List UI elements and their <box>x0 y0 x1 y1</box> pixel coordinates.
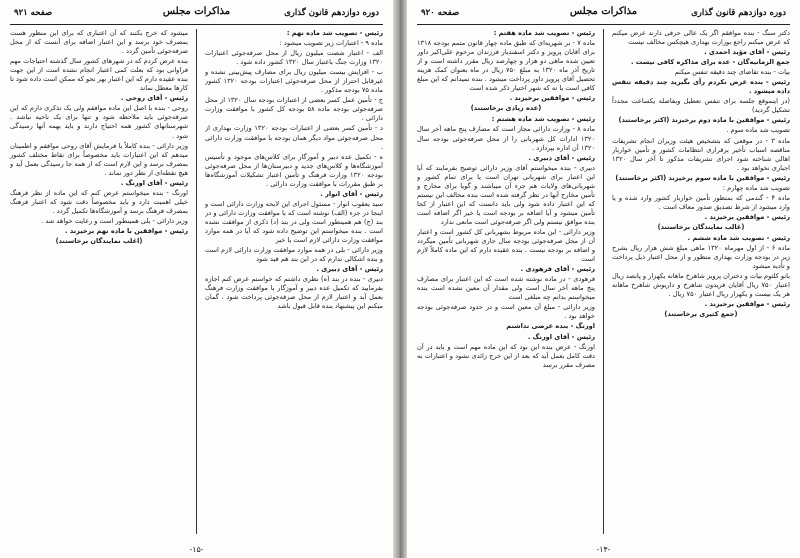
text-paragraph: بیات - بنده تقاضای چند دقیقه تنفس میکنم <box>674 68 790 77</box>
text-paragraph: سید یعقوب انوار - مسئول اجرای این لایحه وزارت دارائی است و اینجا در جزء (الف) نوشته است که با موافقت وزارت دارائی و در بند (ج) هم همینطور است ولی در بند (د) ذکری از موافقت نشده است . بنده میخواستم این توضیح داده شود که آیا در همه موارد موافقت وزارت دارائی لازم است یا خیر <box>205 199 383 245</box>
text-paragraph: ماده ۷ - بر شهریه‌ای که طبق ماده چهار قانون متمم بودجه ۱۳۱۸ برای آقایان پرویز و دکتر اسفندیار فرزندان مرحوم علی‌اکبر داور تعیین شده ماهی دو هزار و چهارصد ریال مقرر داشته است و از تاریخ آذر ماه ۱۳۲۰ به مبلغ ۷۵۰ ریال در ماه بعنوان کمک هزینه تحصیل آقای پرویز داور پرداخت میشود . بنده نمیدانم که این مبلغ کافی است یا نه که شهر اختیار ذکر شده است <box>417 39 595 93</box>
speaker-paragraph: رئیس - تصویب شد ماده ششم . <box>687 233 790 242</box>
speaker-paragraph: رئیس - آقای مؤید احمدی . <box>704 48 790 57</box>
right-page-column-right <box>612 29 790 534</box>
left-page-header <box>10 6 383 22</box>
text-paragraph: (در اینموقع جلسه برای تنفس تعطیل وبفاصله یکساعت مجدداً تشکیل گردید) <box>612 97 790 115</box>
right-page-header-rule <box>417 24 790 25</box>
text-paragraph: الف - اعتبار شصت میلیون ریال از محل صرفه‌جوئی اعتبارات ۱۳۲۰ وزارت جنگ باعتبار سال ۱۳۲۰ کشور داده شود . <box>205 49 383 67</box>
text-paragraph: وزیر دارائی - بنده کاملاً با فرمایش آقای روحی موافقم و اطمینان میدهم که این اعتبارات باید مخصوصاً برای نقاط مختلف کشور بمصرف برسد و این لازم است که از همه جا رسیدگی بعمل آید و هیچ نقطه‌ای از نظر دور نماند . <box>10 141 188 177</box>
speaker-paragraph: رئیس - آقای اورنگ . <box>120 178 188 187</box>
speaker-paragraph: جمع الزمانیه‌گان - عده برای مذاکره کافی نیست . <box>630 58 790 67</box>
text-paragraph: وزیر دارائی - این ماده مربوط بشهربانی کل کشور است و اعتبار آن از محل صرفه‌جوئی بودجه سال جاری شهربانی تأمین میگردد و اضافه بر بودجه نیست . بنده عقیده دارم که این ماده کاملاً لازم است <box>417 227 595 264</box>
speaker-paragraph: رئیس - موافقین با ماده سوم برخیزند (اکثر برخاستند) <box>615 173 790 182</box>
vote-result-note: (اغلب نمایندگان برخاستند) <box>55 237 143 246</box>
text-paragraph: وزیر دارائی - بلی همینطور است و رعایت خواهد شد . <box>41 216 188 225</box>
text-paragraph: روحی - بنده با اصل این ماده موافقم ولی یک تذکری دارم که این صرفه‌جوئی باید ملاحظه شود و تنها برای یک ناحیه نباشد . شهرستانهای کشور همه احتیاج دارند و باید بهمه آنها رسیدگی شود . <box>10 104 188 140</box>
text-paragraph: بنده عرض کردم که در شهرهای کشور سال گذشته احتیاجات مهم فراوانی بود که بعلت کمی اعتبار انجام نشده است از این جهت بنده عقیده دارم که این اعتبار بهر نحو که ممکن است داده شود تا کارها معطل نماند <box>10 57 188 93</box>
speaker-paragraph: رئیس - موافقین برخیزند . <box>704 212 790 221</box>
book-gutter <box>393 0 407 558</box>
text-paragraph: تصویب شد ماده چهارم : <box>722 183 790 192</box>
speaker-paragraph: رئیس - موافقین برخیزند . <box>704 300 790 309</box>
text-paragraph: ب - افزایش بیست میلیون ریال برای مصارف پیش‌بینی نشده و غیرقابل احتراز از محل صرفه‌جوئی اعتبارات بودجه ۱۳۲۰ کشور ماده ۷۵ بودجه مذکور . <box>205 68 383 95</box>
speaker-paragraph: رئیس - موافقین برخیزند . <box>509 94 595 103</box>
left-page-column-divider <box>196 29 197 534</box>
text-paragraph: اورنگ - عرض بنده این بود که این ماده مهم است و باید در آن دقت کامل بعمل آید که بعد از این خرج زائدی نشود و اعتبارات به مصرف مقرر برسد <box>417 342 595 369</box>
text-paragraph: ماده ۶ - از اول مهرماه ۱۳۲۰ ماهی مبلغ شش هزار ریال بشرح زیر در بودجه وزارت بهداری منظور و از محل اعتبار ذیل پرداخت و تأدیه میشود <box>612 244 790 271</box>
text-paragraph: اورنگ - بنده میخواستم عرض کنم که این ماده از نظر فرهنگ خیلی اهمیت دارد و باید مخصوصاً دقت شود که اعتبار فرهنگ بمصرف فرهنگ برسد و آموزشگاه‌ها تکمیل گردد . <box>10 188 188 215</box>
speaker-paragraph: رئیس - موافقین با ماده دوم برخیزند (اکثر برخاستند) <box>618 116 790 125</box>
text-paragraph: دبیری - بنده میخواستم آقای وزیر دارائی توضیح بفرمایند که آیا این اعتبار برای شهربانی تهران است یا برای تمام کشور و شهربانی‌های ولایات هم جزء آن میباشند و گویا برای مخارج و تأمین مخارج آنها در نظر گرفته شده است بنده مخالف این نیستم که این اعتبار داده شود ولی باید دانست که این اعتبار از کجا تأمین میشود و آیا اضافه بر بودجه است یا خیر اگر اضافه است بنده موافق نیستم ولی اگر صرفه‌جوئی است مانعی ندارد <box>417 163 595 226</box>
vote-result-note: (جمع کثیری برخاستند) <box>664 310 738 319</box>
right-page-column-left <box>417 29 595 534</box>
speaker-paragraph: رئیس - آقای دبیری . <box>316 265 383 274</box>
right-page-footer: -۱۴- <box>596 545 611 554</box>
left-page-column-right <box>205 29 383 534</box>
text-paragraph: ه - تکمیل عده دبیر و آموزگار برای کلاس‌های موجود و تأسیس آموزشگاه‌ها و کلاس‌های جدید و دبیرستان‌ها از محل صرفه‌جوئی بودجه ۱۳۲۰ وزارت فرهنگ و تأمین اعتبار تشکیلات آموزشگاه‌ها بر طبق مقررات با موافقت وزارت دارائی . <box>205 152 383 188</box>
text-paragraph: ماده ۹ - اعتبارات زیر تصویب میشود : <box>279 39 383 48</box>
speaker-paragraph: اورنگ - بنده عرضی نداشتم <box>506 322 595 331</box>
left-page-column-left <box>10 29 188 534</box>
vote-result-note: (عده زیادی برخاستند) <box>470 104 542 113</box>
text-paragraph: وزیر دارائی - بلی در همه موارد موافقت وزارت دارائی لازم است و بنده اشکالی ندارم که در این بند هم قید شود <box>205 246 383 264</box>
vote-result-note: (غالب نمایندگان برخاستند) <box>657 222 745 231</box>
text-paragraph: دکتر سنگ - بنده موافقم اگر یک عالی حرفی دارند عرض میکنم که عرض میکنم راجع بوزارت بهداری هیچکس مخالف نیست <box>612 29 790 47</box>
text-paragraph: فرهودی - در ماده نوشته شده است که این اعتبار برای مصارف پنج ماهه آخر سال است ولی مقدار آن معین نشده است بنده میخواستم بدانم چه مبلغی است <box>417 275 595 302</box>
right-page-column-divider <box>603 29 604 534</box>
speaker-paragraph: رئیس - آقای انوار . <box>320 189 383 198</box>
text-paragraph: ماده ۴ - گندمی که بمنظور تأمین خواربار کشور وارد شده و یا وارد میشود از شرط تصدیق صدور معاف است . <box>612 193 790 211</box>
text-paragraph: وزیر دارائی - مبلغ آن معین است و در حدود صرفه‌جوئی بودجه خواهد بود . <box>417 303 595 321</box>
text-paragraph: تصویب شد ماده سوم . <box>726 126 790 135</box>
left-page-session-title: دوره دوازدهم قانون گذاری <box>284 8 379 18</box>
right-page-number: صفحه ۹۲۰ <box>421 8 460 18</box>
speaker-paragraph: رئیس - آقای روحی . <box>120 94 188 103</box>
text-paragraph: ماده ۸ - وزارت دارائی مجاز است که مصارف پنج ماهه آخر سال ۱۳۲۰ ادارات کل شهربانی را از محل صرفه‌جوئی بودجه سال ۱۳۲۰ آن اداره بپردازد . <box>417 125 595 152</box>
speaker-paragraph: رئیس - آقای فرهودی . <box>520 265 595 274</box>
text-paragraph: ماده ۳ - در موقعی که بتشخیص هیئت وزیران انجام تشریفات مناقصه اسباب تأخیر برقراری انتظامات کشور و تأمین خواربار اهالی شناخته شود اجرای تشریفات مذکور تا آخر سال ۱۳۲۰ اجباری نخواهد بود . <box>612 136 790 172</box>
right-page-center-title: مذاکرات مجلس <box>569 6 638 17</box>
left-page-center-title: مذاکرات مجلس <box>162 6 231 17</box>
speaker-paragraph: رئیس - موافقین با ماده نهم برخیزند . <box>65 226 188 235</box>
left-page-number: صفحه ۹۲۱ <box>14 8 53 18</box>
text-paragraph: ج - تأمین عمل کسر بعضی از اعتبارات بودجه سال ۱۳۲۰ از محل صرفه‌جوئی بودجه ماده ۵۸ بودجه کل کشور با موافقت وزارت دارائی . <box>205 96 383 123</box>
text-paragraph: د - تأمین کسر بعضی از اعتبارات بودجه ۱۳۲۰ وزارت بهداری از محل صرفه‌جوئی مواد دیگر همان بودجه با موافقت وزارت دارائی . <box>205 124 383 151</box>
speaker-paragraph: رئیس - آقای دبیری . <box>528 153 595 162</box>
text-paragraph: میشود که خرج بکنند که آن اعتباری که برای این منظور هست بمصرف خود برسد و این اعتبار اضافه برای آنست که از محل صرفه‌جوئی تأمین گردد . <box>10 29 188 56</box>
speaker-paragraph: رئیس - تصویب شد ماده هشتم : <box>491 115 595 124</box>
speaker-paragraph: رئیس - آقای اورنگ . <box>527 332 595 341</box>
left-page <box>0 0 393 558</box>
right-page <box>407 0 800 558</box>
speaker-paragraph: رئیس - تصویب شد ماده نهم : <box>286 29 383 37</box>
text-paragraph: بانو کلثوم بیات و دختران پرویز شاهرخ ماهانه یکهزار و پانصد ریال اعتبار ۷۵۰ ریال آقایان فریدون شاهرخ و داریوش شاهرخ ماهانه هر یک بیست و یکهزار ریال اعتبار ۷۵۰ ریال . <box>612 272 790 299</box>
text-paragraph: دبیری - بنده در بند (ه) نظری داشتم که خواستم عرض کنم اجازه بفرمایید که تکمیل عده دبیر و آموزگار با موافقت وزارت فرهنگ بعمل آید و اعتبار لازم از محل صرفه‌جوئی پرداخت شود . گمان میکنم این پیشنهاد بنده قابل قبول باشد <box>205 275 383 311</box>
speaker-paragraph: رئیس - بنده عرض نکردم رأی بگیرید چند دقیقه تنفس داده میشود . <box>612 78 790 96</box>
speaker-paragraph: رئیس - تصویب شد ماده هفتم : <box>493 29 595 37</box>
right-page-header <box>417 6 790 22</box>
left-page-header-rule <box>10 24 383 25</box>
left-page-footer: -۱۵- <box>189 545 204 554</box>
right-page-session-title: دوره دوازدهم قانون گذاری <box>691 8 786 18</box>
